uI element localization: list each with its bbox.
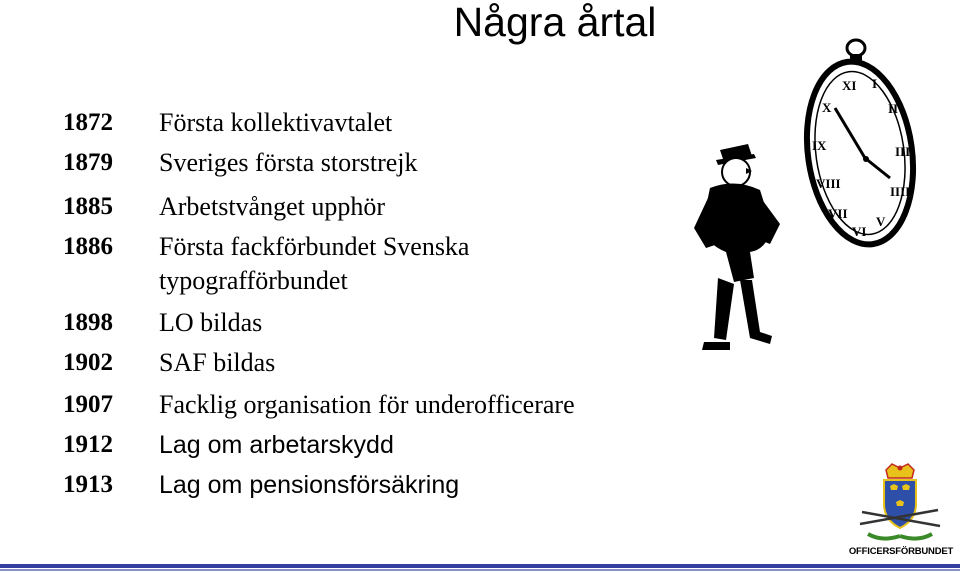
logo-text: OFFICERSFÖRBUNDET [848, 546, 954, 557]
timeline-text: SAF bildas [159, 348, 276, 377]
timeline-text: Sveriges första storstrejk [159, 148, 418, 177]
timeline-text: Arbetstvånget upphör [159, 192, 386, 221]
svg-text:V: V [876, 214, 886, 229]
svg-text:II: II [888, 101, 899, 116]
svg-text:VII: VII [828, 206, 848, 221]
timeline-year: 1913 [63, 471, 113, 498]
svg-text:I: I [872, 76, 878, 91]
footer-rule-secondary [0, 569, 960, 571]
timeline-year: 1885 [63, 193, 113, 220]
timeline-year: 1907 [63, 391, 113, 418]
svg-text:X: X [822, 100, 832, 115]
timeline-year: 1902 [63, 349, 113, 376]
timeline-text: Facklig organisation för underofficerare [159, 390, 575, 419]
officersforbundet-logo [842, 462, 960, 562]
footer-rule [0, 564, 960, 568]
timeline-year: 1879 [63, 149, 113, 176]
timeline-year: 1872 [63, 109, 113, 136]
officersforbundet-crest-icon [842, 462, 960, 546]
svg-text:III: III [895, 144, 911, 159]
timeline-text: Första kollektivavtalet [159, 108, 393, 137]
timeline-year: 1898 [63, 309, 113, 336]
svg-text:IIII: IIII [890, 184, 911, 199]
page-title: Några årtal [453, 0, 657, 45]
timeline-text: Första fackförbundet Svenska [159, 232, 470, 261]
timeline-text: LO bildas [159, 308, 263, 337]
pocket-watch-icon [796, 40, 920, 251]
timeline-year: 1886 [63, 233, 113, 260]
svg-text:XI: XI [842, 78, 857, 93]
svg-text:IX: IX [812, 138, 827, 153]
timeline-text: Lag om pensionsförsäkring [159, 471, 460, 499]
worker-and-watch-illustration [690, 38, 920, 363]
svg-text:VIII: VIII [816, 176, 841, 191]
timeline-text: Lag om arbetarskydd [159, 431, 394, 459]
worker-figure-icon [694, 144, 780, 350]
timeline-year: 1912 [63, 431, 113, 458]
timeline-text-continued: typografförbundet [159, 266, 348, 295]
svg-text:VI: VI [852, 224, 867, 239]
